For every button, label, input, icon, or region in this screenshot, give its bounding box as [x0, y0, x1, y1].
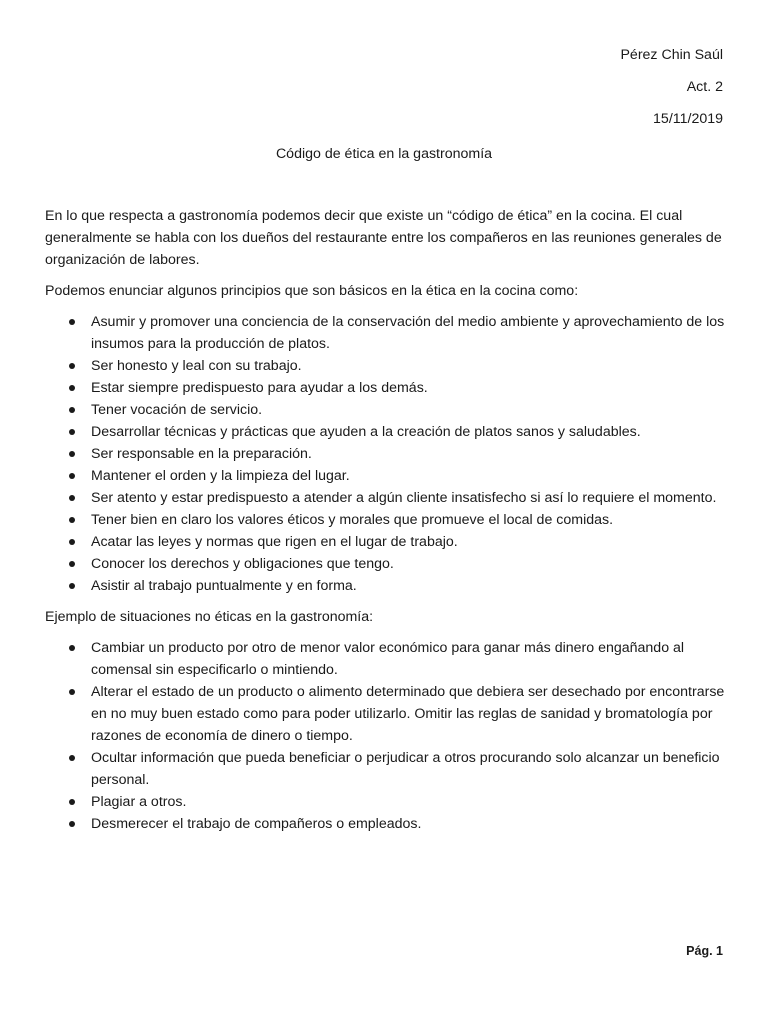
list-item [45, 575, 725, 597]
bullet-icon [69, 429, 75, 435]
list-item [45, 813, 725, 835]
bullet-icon [69, 821, 75, 827]
document-date: 15/11/2019 [653, 111, 723, 127]
principles-lead: Podemos enunciar algunos principios que son básicos en la ética en la cocina como: [45, 283, 579, 299]
bullet-icon [69, 495, 75, 501]
list-item [45, 681, 725, 747]
examples-heading: Ejemplo de situaciones no éticas en la gastronomía: [45, 609, 374, 625]
list-item-text: Alterar el estado de un producto o alimento determinado que debiera ser desechado por encontrarse en no muy buen estado como para poder utilizarlo. Omitir las reglas de sanidad y bromatología por razones de economía de dinero o tiempo. [91, 684, 725, 744]
bullet-icon [69, 799, 75, 805]
list-item [45, 791, 725, 813]
list-item-text: Ser responsable en la preparación. [91, 446, 312, 462]
bullet-icon [69, 473, 75, 479]
list-item-text: Plagiar a otros. [91, 794, 187, 810]
bullet-icon [69, 755, 75, 761]
list-item [45, 531, 725, 553]
list-item-text: Ser atento y estar predispuesto a atender a algún cliente insatisfecho si así lo requiere el momento. [91, 490, 717, 506]
bullet-icon [69, 645, 75, 651]
list-item-text: Desarrollar técnicas y prácticas que ayuden a la creación de platos sanos y saludables. [91, 424, 641, 440]
list-item-text: Asumir y promover una conciencia de la conservación del medio ambiente y aprovechamiento de los insumos para la producción de platos. [91, 314, 725, 352]
intro-paragraph: En lo que respecta a gastronomía podemos decir que existe un “código de ética” en la cocina. El cual generalmente se habla con los dueños del restaurante entre los compañeros en las reuniones generales de organización de labores. [45, 208, 722, 268]
list-item-text: Acatar las leyes y normas que rigen en el lugar de trabajo. [91, 534, 458, 550]
bullet-icon [69, 385, 75, 391]
bullet-icon [69, 689, 75, 695]
bullet-icon [69, 319, 75, 325]
list-item-text: Ocultar información que pueda beneficiar o perjudicar a otros procurando solo alcanzar un beneficio personal. [91, 750, 720, 788]
list-item [45, 637, 725, 681]
list-item-text: Cambiar un producto por otro de menor valor económico para ganar más dinero engañando al comensal sin especificarlo o mintiendo. [91, 640, 685, 678]
list-item [45, 399, 725, 421]
bullet-icon [69, 363, 75, 369]
list-item [45, 465, 725, 487]
list-item [45, 509, 725, 531]
list-item [45, 311, 725, 355]
list-item-text: Tener vocación de servicio. [91, 402, 263, 418]
list-item-text: Asistir al trabajo puntualmente y en forma. [91, 578, 357, 594]
list-item [45, 553, 725, 575]
document-body [45, 205, 725, 844]
bullet-icon [69, 539, 75, 545]
list-item-text: Ser honesto y leal con su trabajo. [91, 358, 302, 374]
list-item [45, 355, 725, 377]
list-item-text: Conocer los derechos y obligaciones que tengo. [91, 556, 394, 572]
list-item [45, 487, 725, 509]
list-item [45, 443, 725, 465]
list-item-text: Mantener el orden y la limpieza del lugar. [91, 468, 350, 484]
list-item [45, 747, 725, 791]
bullet-icon [69, 407, 75, 413]
list-item-text: Estar siempre predispuesto para ayudar a los demás. [91, 380, 428, 396]
bullet-icon [69, 561, 75, 567]
page-number: Pág. 1 [686, 944, 723, 958]
activity-label: Act. 2 [686, 79, 723, 95]
bullet-icon [69, 451, 75, 457]
author-name: Pérez Chin Saúl [620, 47, 723, 63]
list-item-text: Desmerecer el trabajo de compañeros o empleados. [91, 816, 422, 832]
list-item [45, 421, 725, 443]
document-header [620, 46, 723, 142]
list-item-text: Tener bien en claro los valores éticos y morales que promueve el local de comidas. [91, 512, 614, 528]
principles-list [45, 311, 725, 597]
document-title: Código de ética en la gastronomía [275, 146, 493, 162]
list-item [45, 377, 725, 399]
bullet-icon [69, 517, 75, 523]
examples-list [45, 637, 725, 835]
bullet-icon [69, 583, 75, 589]
